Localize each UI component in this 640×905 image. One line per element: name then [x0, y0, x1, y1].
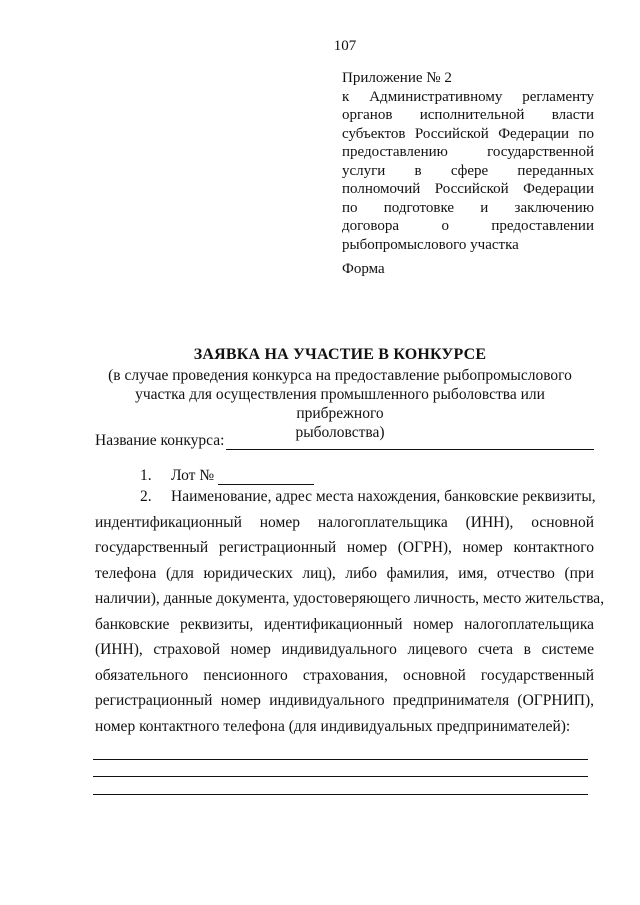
document-title: ЗАЯВКА НА УЧАСТИЕ В КОНКУРСЕ [193, 346, 487, 363]
paragraph-text: Наименование, адрес места нахождения, банковские реквизиты, [171, 488, 596, 505]
paragraph-line: банковские реквизиты, идентификационный номер налогоплательщика [95, 615, 594, 633]
paragraph-line: номер контактного телефона (для индивидуальных предпринимателей): [95, 717, 571, 735]
subtitle-line: участка для осуществления промышленного рыболовства или прибрежного [135, 386, 545, 422]
appendix-line: Приложение № 2 [342, 70, 452, 86]
appendix-line: органов исполнительной власти [342, 107, 594, 123]
applicant-details-field[interactable] [93, 759, 588, 760]
paragraph-line: наличии), данные документа, удостоверяющего личность, место жительства, [95, 590, 605, 607]
item-number: 1. [140, 467, 152, 484]
appendix-line: по подготовке и заключению [342, 199, 594, 216]
paragraph-line: (ИНН), страховой номер индивидуального лицевого счета в системе [95, 641, 594, 658]
lot-label: Лот № [171, 467, 215, 484]
contest-name-label: Название конкурса: [95, 432, 225, 449]
appendix-line: к Административному регламенту [342, 88, 594, 105]
appendix-line: договора о предоставлении [342, 218, 594, 234]
form-label: Форма [342, 261, 385, 277]
paragraph-line: обязательного пенсионного страхования, основной государственный [95, 666, 594, 684]
contest-name-field[interactable] [226, 434, 594, 450]
applicant-details-item [95, 484, 605, 739]
item-number: 2. [140, 488, 152, 505]
lot-number-field[interactable] [218, 470, 314, 485]
paragraph-line: телефона (для юридических лиц), либо фамилия, имя, отчество (при [95, 564, 594, 582]
applicant-details-field[interactable] [93, 794, 588, 795]
appendix-line: предоставлению государственной [342, 144, 594, 160]
appendix-header [342, 69, 594, 254]
subtitle-line: рыболовства) [295, 424, 385, 441]
appendix-line: субъектов Российской Федерации по [342, 125, 594, 142]
paragraph-line: регистрационный номер индивидуального предпринимателя (ОГРНИП), [95, 692, 594, 709]
paragraph-line: государственный регистрационный номер (ОГРН), номер контактного [95, 539, 594, 556]
lot-item [140, 467, 314, 485]
contest-name-row [95, 432, 594, 450]
paragraph-line [95, 484, 594, 510]
document-subtitle [90, 366, 590, 442]
subtitle-line: (в случае проведения конкурса на предоставление рыбопромыслового [108, 367, 572, 384]
paragraph-line: индентификационный номер налогоплательщика (ИНН), основной [95, 513, 594, 531]
appendix-line: услуги в сфере переданных [342, 162, 594, 179]
appendix-line: полномочий Российской Федерации [342, 181, 594, 197]
applicant-details-field[interactable] [93, 776, 588, 777]
page-number: 107 [333, 38, 357, 54]
appendix-line: рыбопромыслового участка [342, 236, 519, 253]
